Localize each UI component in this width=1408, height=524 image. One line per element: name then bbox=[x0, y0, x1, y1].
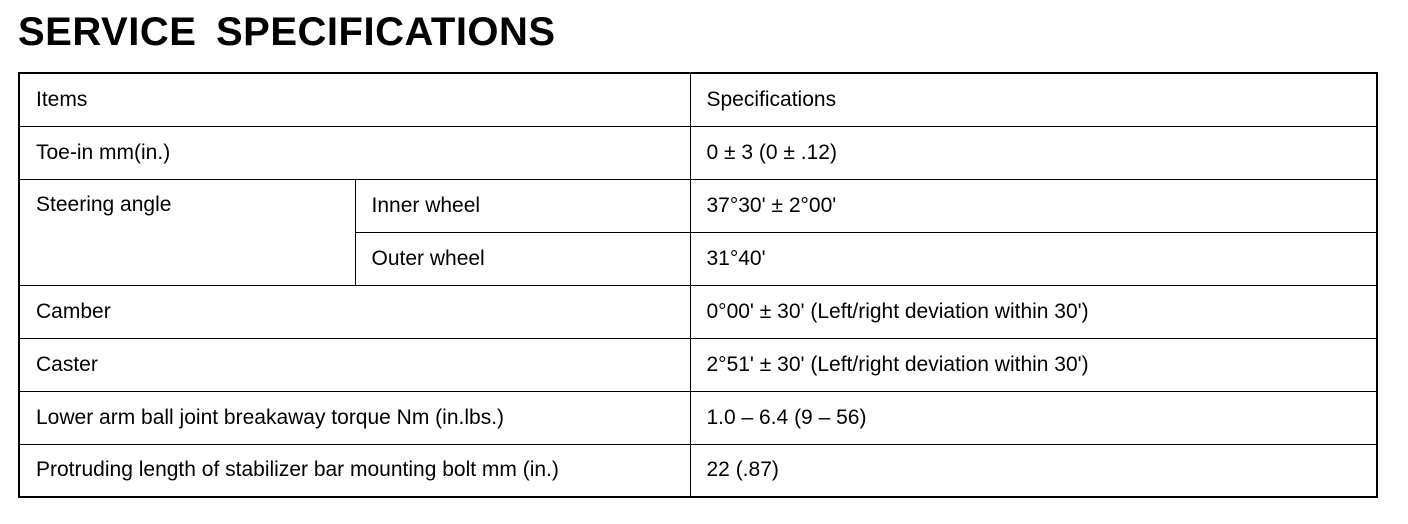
toe-in-item: Toe-in mm(in.) bbox=[19, 126, 690, 179]
inner-wheel-value: 37°30' ± 2°00' bbox=[690, 179, 1377, 232]
caster-item: Caster bbox=[19, 338, 690, 391]
protruding-length-value: 22 (.87) bbox=[690, 444, 1377, 497]
header-items: Items bbox=[19, 73, 690, 126]
lower-arm-value: 1.0 – 6.4 (9 – 56) bbox=[690, 391, 1377, 444]
table-row-caster bbox=[19, 338, 1377, 391]
steering-angle-item: Steering angle bbox=[19, 179, 355, 285]
table-row-steering-inner bbox=[19, 179, 1377, 232]
table-row-lower-arm bbox=[19, 391, 1377, 444]
caster-value: 2°51' ± 30' (Left/right deviation within 30') bbox=[690, 338, 1377, 391]
outer-wheel-label: Outer wheel bbox=[355, 232, 690, 285]
service-specifications-table bbox=[18, 72, 1378, 498]
table-row-protruding-length bbox=[19, 444, 1377, 497]
camber-item: Camber bbox=[19, 285, 690, 338]
protruding-length-item: Protruding length of stabilizer bar mounting bolt mm (in.) bbox=[19, 444, 690, 497]
table-header-row bbox=[19, 73, 1377, 126]
toe-in-value: 0 ± 3 (0 ± .12) bbox=[690, 126, 1377, 179]
outer-wheel-value: 31°40' bbox=[690, 232, 1377, 285]
table-row-toe-in bbox=[19, 126, 1377, 179]
header-specifications: Specifications bbox=[690, 73, 1377, 126]
lower-arm-item: Lower arm ball joint breakaway torque Nm (in.lbs.) bbox=[19, 391, 690, 444]
camber-value: 0°00' ± 30' (Left/right deviation within 30') bbox=[690, 285, 1377, 338]
table-row-camber bbox=[19, 285, 1377, 338]
page-title: SERVICE SPECIFICATIONS bbox=[18, 10, 556, 54]
inner-wheel-label: Inner wheel bbox=[355, 179, 690, 232]
